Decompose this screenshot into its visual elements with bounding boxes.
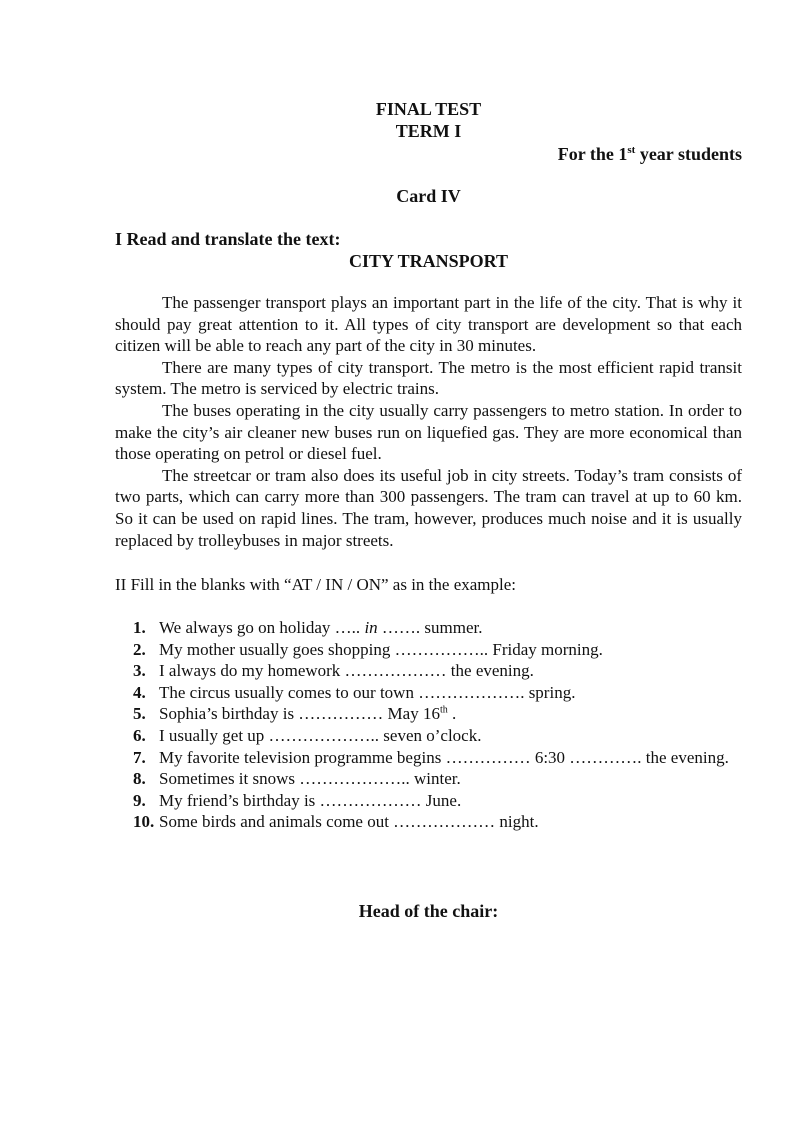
item-text: My favorite television programme begins …………… 6:30 …………. the evening. xyxy=(159,747,729,767)
item-text: My mother usually goes shopping …………….. Friday morning. xyxy=(159,639,603,659)
audience-line xyxy=(558,143,742,165)
paragraph: There are many types of city transport. The metro is the most efficient rapid transit system. The metro is serviced by electric trains. xyxy=(115,357,742,399)
item-text xyxy=(159,703,743,725)
item-text: I always do my homework ……………… the evening. xyxy=(159,661,534,681)
ordinal-suffix: th xyxy=(439,704,448,716)
audience-suffix: year students xyxy=(635,144,742,164)
exercise-item xyxy=(133,639,743,661)
exercise-item xyxy=(133,617,743,639)
item-text-after: . xyxy=(447,704,457,724)
test-title: FINAL TEST xyxy=(375,99,482,119)
item-number: 1. xyxy=(133,618,146,637)
item-number: 10. xyxy=(133,812,155,832)
paragraph: The streetcar or tram also does its useful job in city streets. Today’s tram consists of two parts, which can carry more than 300 passengers. The tram can travel at up to 60 km. So it can be used on rapid lines. The tram, however, produces much noise and it is usually replaced by trolleybuses in major streets. xyxy=(115,465,742,550)
card-title: Card IV xyxy=(396,186,461,206)
item-text xyxy=(159,617,743,639)
item-text-after: ……. summer. xyxy=(377,618,483,637)
exercise-item xyxy=(133,768,743,790)
exercise-item xyxy=(133,790,743,812)
paragraph: The buses operating in the city usually carry passengers to metro station. In order to make the city’s air cleaner new buses run on liquefied gas. They are more economical than those operating on petrol or diesel fuel. xyxy=(115,400,742,464)
exercise-item xyxy=(133,682,743,704)
exercise-item xyxy=(133,725,743,747)
item-number: 7. xyxy=(133,747,146,767)
text-title: CITY TRANSPORT xyxy=(349,251,508,271)
signature-line: Head of the chair: xyxy=(358,901,499,921)
item-text-before: We always go on holiday ….. xyxy=(159,618,365,637)
item-number: 2. xyxy=(133,639,146,659)
item-text: The circus usually comes to our town ………………. spring. xyxy=(159,682,576,702)
exercise-item xyxy=(133,747,743,769)
section1-heading: I Read and translate the text: xyxy=(115,229,341,249)
exercise-list xyxy=(133,617,743,833)
item-text: I usually get up ……………….. seven o’clock. xyxy=(159,725,482,745)
audience-prefix: For the 1 xyxy=(557,144,628,164)
item-number: 6. xyxy=(133,725,146,745)
item-text: Some birds and animals come out ……………… night. xyxy=(159,812,539,832)
item-number: 4. xyxy=(133,682,146,702)
paragraph: The passenger transport plays an important part in the life of the city. That is why it should pay great attention to it. All types of city transport are development so that each citizen will be able to reach any part of the city in 30 minutes. xyxy=(115,293,742,356)
exercise-item xyxy=(133,811,743,833)
term-title: TERM I xyxy=(395,121,462,141)
item-number: 9. xyxy=(133,790,146,810)
reading-text xyxy=(115,292,742,551)
exercise-item xyxy=(133,660,743,682)
example-answer: in xyxy=(364,618,378,637)
item-number: 8. xyxy=(133,769,146,789)
audience-ordinal: st xyxy=(627,144,636,156)
exercise-item xyxy=(133,703,743,725)
item-text: Sometimes it snows ……………….. winter. xyxy=(159,769,461,789)
item-number: 3. xyxy=(133,661,146,681)
item-text: My friend’s birthday is ……………… June. xyxy=(159,790,462,810)
item-text-before: Sophia’s birthday is …………… May 16 xyxy=(159,704,440,724)
item-number: 5. xyxy=(133,704,146,724)
section2-heading: II Fill in the blanks with “AT / IN / ON” as in the example: xyxy=(115,575,517,594)
